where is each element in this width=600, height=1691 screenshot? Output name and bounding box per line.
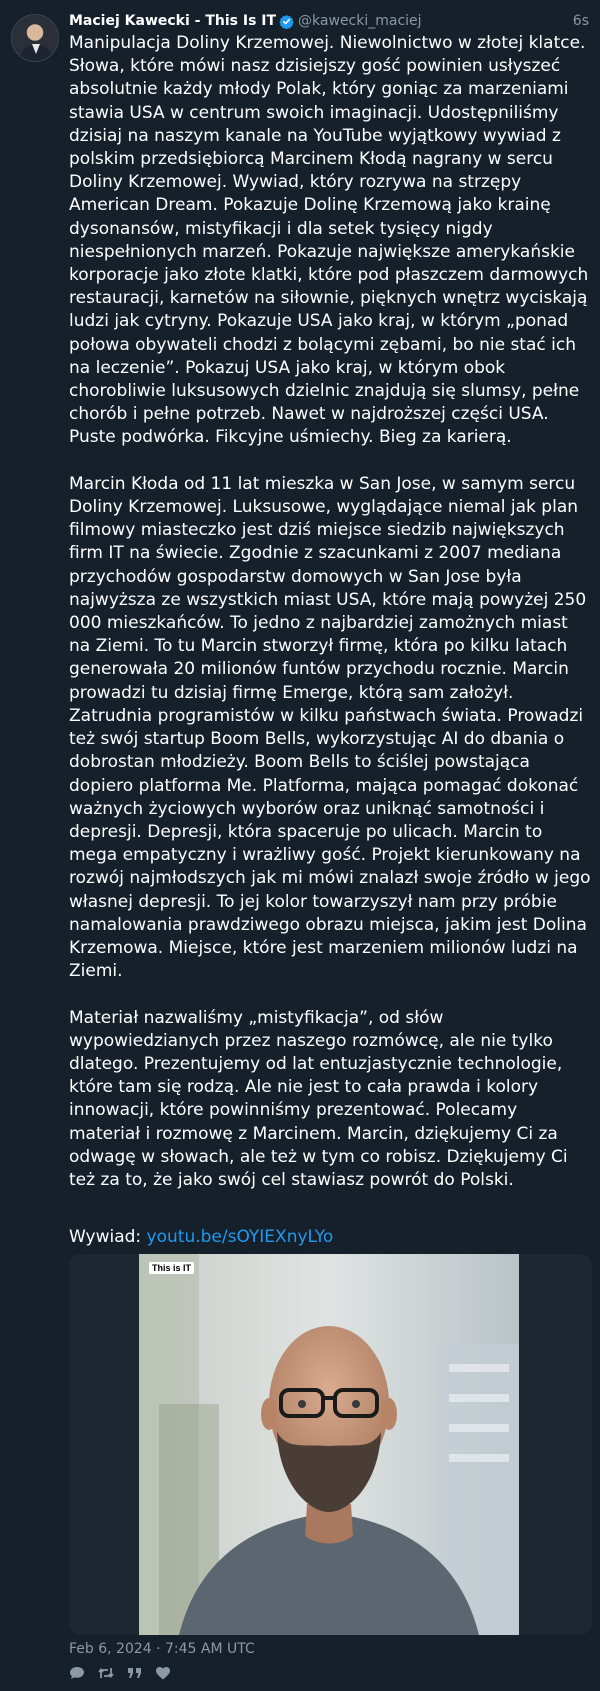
tweet-actions [69, 1665, 171, 1681]
reply-icon[interactable] [69, 1665, 85, 1681]
timestamp-relative[interactable]: 6s [572, 13, 589, 29]
youtube-link[interactable]: youtu.be/sOYIEXnyLYo [146, 1227, 334, 1247]
avatar[interactable] [11, 14, 59, 62]
video-thumbnail[interactable] [139, 1254, 519, 1635]
heart-icon[interactable] [155, 1665, 171, 1681]
tweet-header [69, 10, 589, 32]
media-attachment[interactable] [69, 1254, 592, 1635]
portrait-image [139, 1254, 519, 1635]
link-prefix: Wywiad: [69, 1227, 147, 1247]
display-name[interactable]: Maciej Kawecki - This Is IT [69, 13, 277, 29]
link-line [69, 1226, 333, 1249]
tweet-date[interactable]: Feb 6, 2024 · 7:45 AM UTC [69, 1641, 255, 1657]
verified-badge-icon [279, 14, 294, 29]
brand-watermark: This is IT [149, 1262, 194, 1274]
username[interactable]: @kawecki_maciej [298, 13, 422, 29]
tweet-text: Manipulacja Doliny Krzemowej. Niewolnictwo w złotej klatce. Słowa, które mówi nasz dzisiejszy gość powinien usłyszeć absolutnie każdy młody Polak, który goniąc za marzeniami stawia USA w centrum swoich imaginacji. Udostępniliśmy dzisiaj na naszym kanale na YouTube wyjątkowy wywiad z polskim przedsiębiorcą Marcinem Kłodą nagrany w sercu Doliny Krzemowej. Wywiad, który rozrywa na strzępy American Dream. Pokazuje Dolinę Krzemową jako krainę dysonansów, mistyfikacji i dla setek tysięcy nigdy niespełnionych marzeń. Pokazuje największe amerykańskie korporacje jako złote klatki, które pod płaszczem darmowych restauracji, karnetów na siłownie, pięknych wnętrz wyciskają ludzi jak cytryny. Pokazuje USA jako kraj, w którym „ponad połowa obywateli chodzi z bolącymi zębami, bo nie stać ich na leczenie”. Pokazuj USA jako kraj, w którym obok chorobliwie luksusowych dzielnic znajdują się slumsy, pełne chorób i pełne potrzeb. Nawet w najdroższej części USA. Puste podwórka. Fikcyjne uśmiechy. Bieg za karierą. Marcin Kłoda od 11 lat mieszka w San Jose, w samym sercu Doliny Krzemowej. Luksusowe, wyglądające niemal jak plan filmowy miasteczko jest dziś miejsce siedzib największych firm IT na świecie. Zgodnie z szacunkami z 2007 mediana przychodów gospodarstw domowych w San Jose była najwyższa ze wszystkich miast USA, które mają powyżej 250 000 mieszkańców. To jedno z najbardziej zamożnych miast na Ziemi. To tu Marcin stworzył firmę, która po kilku latach generowała 20 milionów funtów przychodu rocznie. Marcin prowadzi tu dzisiaj firmę Emerge, którą sam założył. Zatrudnia programistów w kilku państwach świata. Prowadzi też swój startup Boom Bells, wykorzystując AI do dbania o dobrostan młodzieży. Boom Bells to ściślej powstająca dopiero platforma Me. Platforma, mająca pomagać dokonać ważnych życiowych wyborów oraz uniknąć samotności i depresji. Depresji, która spaceruje po ulicach. Marcin to mega empatyczny i wrażliwy gość. Projekt kierunkowany na rozwój najmłodszych jak mi mówi znalazł swoje źródło w jego własnej depresji. To jej kolor towarzyszył nam przy próbie namalowania prawdziwego obrazu miejsca, jakim jest Dolina Krzemowa. Miejsce, które jest marzeniem milionów ludzi na Ziemi. Materiał nazwaliśmy „mistyfikacja”, od słów wypowiedzianych przez naszego rozmówcę, ale nie tylko dlatego. Prezentujemy od lat entuzjastycznie technologie, które tam się rodzą. Ale nie jest to cała prawda i kolory innowacji, które powinniśmy prezentować. Polecamy materiał i rozmowę z Marcinem. Marcin, dziękujemy Ci za odwagę w słowach, ale też w tym co robisz. Dziękujemy Ci też za to, że jako swój cel stawiasz powrót do Polski. [69, 33, 591, 1190]
quote-icon[interactable] [127, 1665, 143, 1681]
retweet-icon[interactable] [97, 1665, 115, 1681]
